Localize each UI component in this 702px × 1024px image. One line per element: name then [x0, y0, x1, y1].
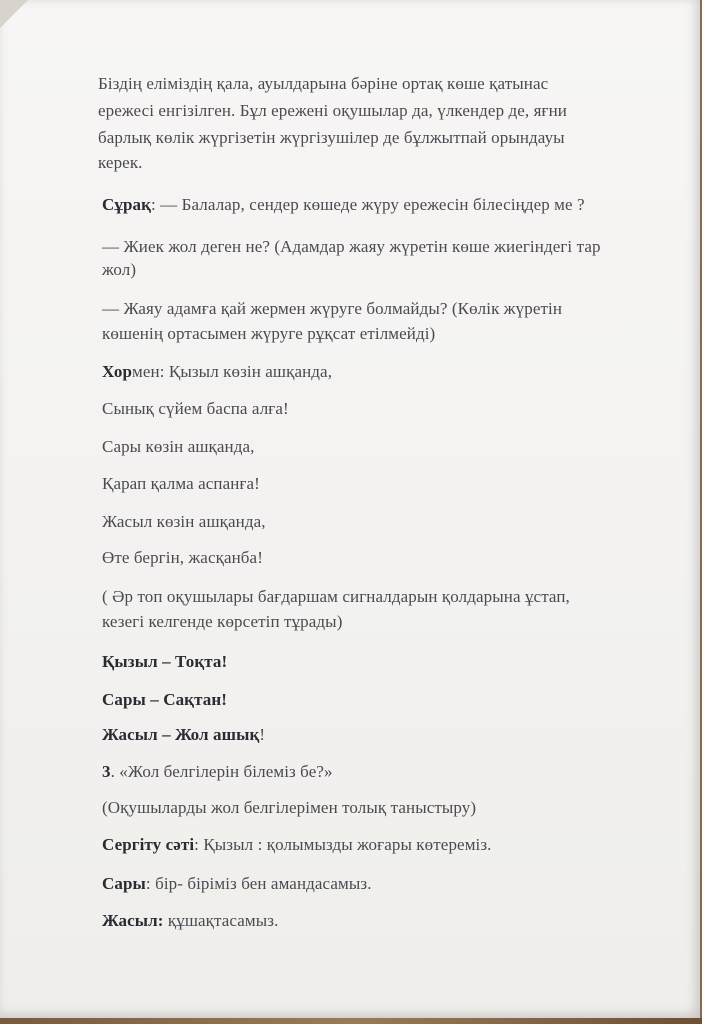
signal-yellow-text: Сары – Сақтан!: [102, 690, 227, 709]
section-title: . «Жол белгілерін білеміз бе?»: [110, 762, 333, 781]
question-label: Сұрақ: [102, 195, 152, 214]
paragraph-line: барлық көлік жүргізетін жүргізушілер де бұлжытпай орындауы: [98, 128, 565, 147]
refresh-yellow-line: [102, 872, 372, 896]
refresh-green-line: [102, 909, 278, 933]
q2-line: көшенің ортасымен жүруге рұқсат етілмейді): [102, 324, 436, 343]
refresh-text: : Қызыл : қолымызды жоғары көтереміз.: [194, 835, 492, 854]
paragraph-line: ережесі енгізілген. Бұл ережені оқушылар да, үлкендер де, яғни: [98, 101, 568, 120]
note-line: кезегі келгенде көрсетіп тұрады): [102, 612, 343, 631]
refresh-green-text: құшақтасамыз.: [163, 911, 279, 930]
chorus-line: Сары көзін ашқанда,: [102, 437, 255, 456]
section-number: 3: [102, 762, 111, 781]
chorus-label: Хор: [102, 362, 133, 381]
refresh-line: [102, 833, 492, 857]
table-surface: [0, 1018, 702, 1024]
paragraph-line: Біздің еліміздің қала, ауылдарына бәріне ортақ көше қатынас: [98, 74, 549, 93]
chorus-text: мен: Қызыл көзін ашқанда,: [132, 362, 333, 381]
signal-yellow: [102, 688, 227, 712]
refresh-yellow-label: Сары: [102, 874, 146, 893]
q1-line: — Жиек жол деген не? (Адамдар жаяу жүретін көше жиегіндегі тар: [102, 237, 601, 256]
section-3-note: (Оқушыларды жол белгілерімен толық таныстыру): [102, 798, 477, 817]
note-line: ( Әр топ оқушылары бағдаршам сигналдарын қолдарына ұстап,: [102, 587, 570, 606]
folded-corner: [0, 0, 28, 28]
section-3-heading: [102, 760, 333, 784]
refresh-label: Сергіту сәті: [102, 835, 195, 854]
signal-red: [102, 650, 227, 674]
question-line: [102, 193, 585, 217]
chorus-line: Өте бергін, жасқанба!: [102, 548, 263, 567]
chorus-line: Сынық сүйем баспа алға!: [102, 399, 289, 418]
chorus-line: Жасыл көзін ашқанда,: [102, 512, 266, 531]
q2-line: — Жаяу адамға қай жермен жүруге болмайды? (Көлік жүретін: [102, 299, 563, 318]
q1-line: жол): [102, 260, 137, 279]
refresh-yellow-text: : бір- біріміз бен амандасамыз.: [145, 874, 372, 893]
question-text: : — Балалар, сендер көшеде жүру ережесін білесіңдер ме ?: [151, 195, 585, 214]
signal-red-text: Қызыл – Тоқта!: [102, 652, 228, 671]
refresh-green-label: Жасыл:: [102, 911, 164, 930]
paragraph-line: керек.: [98, 153, 143, 172]
signal-green: [102, 723, 265, 747]
chorus-line: [102, 360, 332, 384]
signal-green-tail: !: [259, 725, 266, 744]
chorus-line: Қарап қалма аспанға!: [102, 474, 260, 493]
signal-green-text: Жасыл – Жол ашық: [102, 725, 260, 744]
